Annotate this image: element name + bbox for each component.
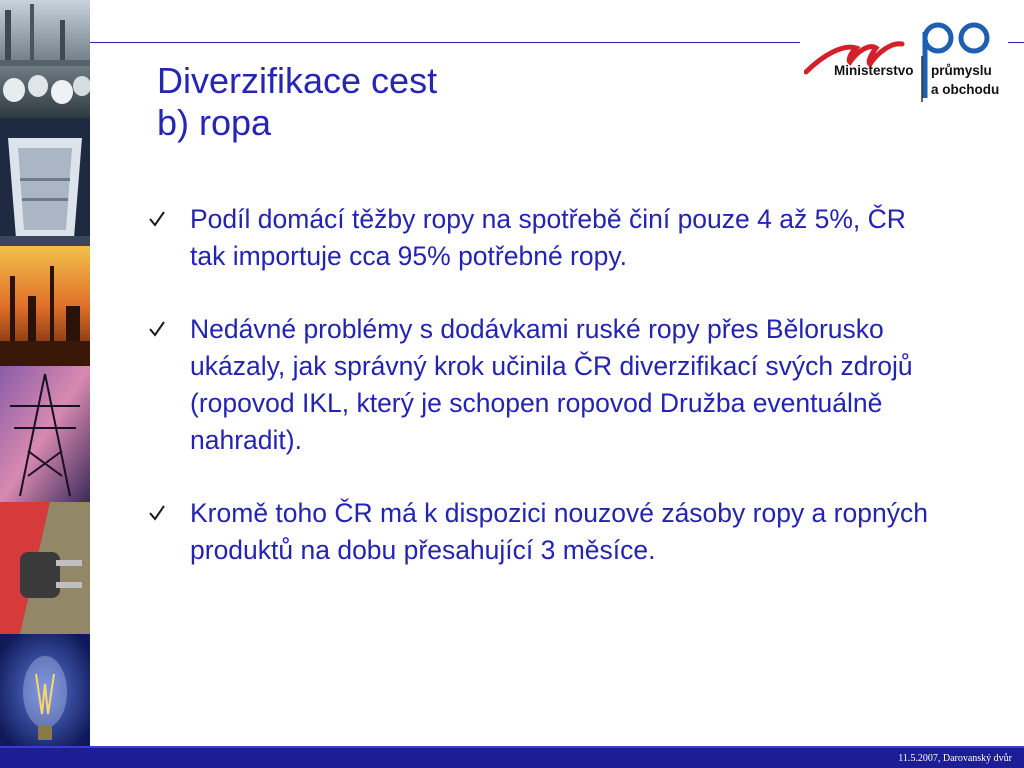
logo-word-ministerstvo: Ministerstvo [834,63,914,78]
footer-date-location: 11.5.2007, Darovanský dvůr [898,753,1012,764]
light-bulb-photo [0,634,90,748]
slide-title [157,60,437,144]
ministry-logo [804,14,1010,106]
checkmark-icon [148,210,166,228]
logo-word-prumyslu: průmyslu [931,63,992,78]
industrial-sunset-photo [0,246,90,366]
power-pylon-photo [0,366,90,502]
title-line-1: Diverzifikace cest [157,60,438,101]
bullet-item [148,201,948,275]
power-plant-photo [0,118,90,246]
checkmark-icon [148,504,166,522]
checkmark-icon [148,320,166,338]
refinery-tanks-photo [0,0,90,118]
bullet-text: Kromě toho ČR má k dispozici nouzové zásoby ropy a ropných produktů na dobu přesahující 3 měsíce. [190,498,928,565]
bullet-text: Nedávné problémy s dodávkami ruské ropy přes Bělorusko ukázaly, jak správný krok učinila ČR diverzifikací svých zdrojů (ropovod IKL, který je schopen ropovod Družba eventuálně nahradit). [190,314,913,455]
bullet-text: Podíl domácí těžby ropy na spotřebě činí pouze 4 až 5%, ČR tak importuje cca 95% potřebné ropy. [190,204,906,271]
bullet-item [148,495,948,569]
title-line-2: b) ropa [157,102,272,143]
logo-word-a-obchodu: a obchodu [931,82,1000,97]
bullet-list [148,201,948,605]
footer-bar [0,748,1024,768]
top-divider-line-right [1008,42,1024,43]
bullet-item [148,311,948,459]
top-divider-line [90,42,800,43]
electric-plug-photo [0,502,90,634]
side-photo-strip [0,0,90,748]
